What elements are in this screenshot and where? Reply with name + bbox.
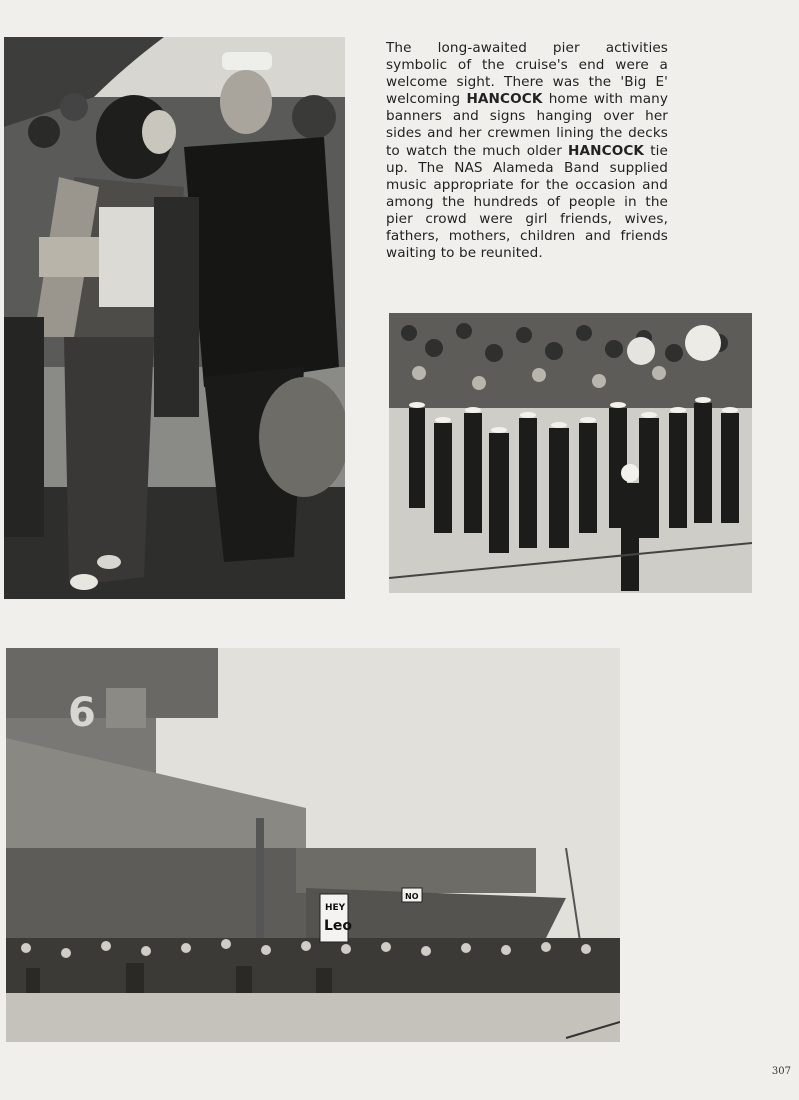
ship-name-2: HANCOCK — [568, 142, 645, 159]
sign-small: NO — [405, 892, 419, 901]
sign-hey: HEY — [325, 903, 346, 913]
hull-number: 6 — [68, 690, 96, 736]
caption-part-1: The long-awaited pier activities symbolic of the cruise's end were a welcome sight. There was the 'Big E' welcoming — [386, 40, 668, 108]
caption-text — [386, 40, 668, 262]
ship-name-1: HANCOCK — [466, 91, 543, 108]
caption-part-2: home with many banners and signs hanging over her sides and her crewmen lining the decks to watch the much older — [386, 91, 668, 159]
caption-part-3: tie up. The NAS Alameda Band supplied music appropriate for the occasion and among the hundreds of people in the pier crowd were girl friends, wives, fathers, mothers, children and friends waiting to be reunited. — [386, 142, 668, 262]
sign-leo: Leo — [324, 918, 353, 934]
band-photo — [389, 313, 752, 593]
pier-photo — [6, 648, 620, 1042]
page-number: 307 — [771, 1066, 791, 1077]
reunion-photo — [4, 37, 345, 599]
